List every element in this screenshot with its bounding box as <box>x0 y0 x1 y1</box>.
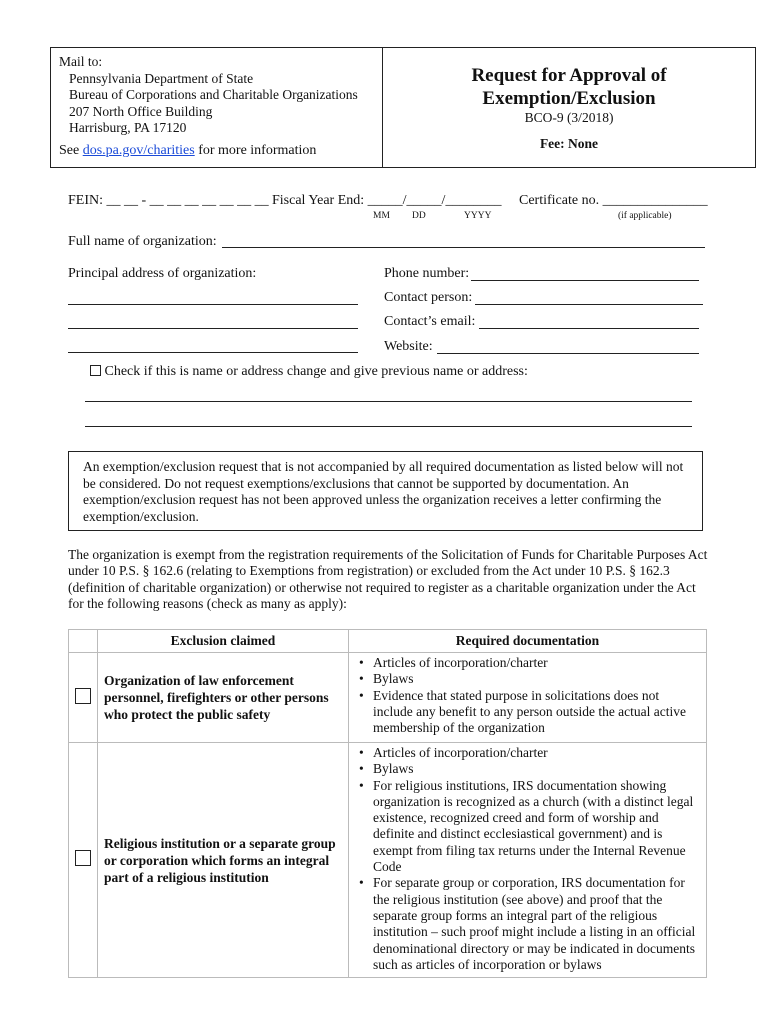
form-title <box>383 64 755 110</box>
fein-field[interactable]: FEIN: __ __ - __ __ __ __ __ __ __ <box>68 193 269 208</box>
law-enforcement-checkbox[interactable] <box>75 688 91 704</box>
full-name-label: Full name of organization: <box>68 234 217 249</box>
address-input-line-1[interactable] <box>68 304 358 305</box>
fiscal-year-end-field[interactable]: Fiscal Year End: _____/_____/________ <box>272 193 502 208</box>
previous-name-input-line-2[interactable] <box>85 426 692 427</box>
address-line: Harrisburg, PA 17120 <box>69 120 187 135</box>
see-suffix: for more information <box>194 142 317 158</box>
table-row <box>69 653 707 743</box>
list-item: • Evidence that stated purpose in solicitations does not include any benefit to any person outside the actual active membership of the organization <box>355 688 700 737</box>
see-prefix: See <box>59 142 83 158</box>
exclusion-claimed-cell: Organization of law enforcement personnel, firefighters or other persons who protect the public safety <box>98 653 349 743</box>
exclusion-claimed-cell: Religious institution or a separate group or corporation which forms an integral part of a religious institution <box>98 743 349 978</box>
documentation-list <box>355 745 700 973</box>
list-item: • Articles of incorporation/charter <box>355 655 700 671</box>
required-documentation-cell <box>349 653 707 743</box>
more-info-line <box>59 143 382 160</box>
documentation-notice: An exemption/exclusion request that is not accompanied by all required documentation as listed below will not be considered. Do not request exemptions/exclusions that cannot be supported by documentation. An exemption/exclusion request has not been approved unless the organization receives a letter confirming the exemption/exclusion. <box>68 451 703 531</box>
form-title-block <box>383 48 755 167</box>
address-line: Pennsylvania Department of State <box>69 70 254 86</box>
name-change-label: Check if this is name or address change and give previous name or address: <box>104 364 528 379</box>
phone-input-line[interactable] <box>471 280 699 281</box>
contact-email-label: Contact’s email: <box>384 314 476 329</box>
year-hint: YYYY <box>464 211 492 221</box>
religious-institution-checkbox[interactable] <box>75 850 91 866</box>
list-item: • For religious institutions, IRS documentation showing organization is recognized as a church (with a distinct legal existence, recognized creed and form of worship and definite and distinct ecclesiastical government) and is exempt from filing tax returns under the Internal Revenue Code <box>355 778 700 876</box>
required-documentation-cell <box>349 743 707 978</box>
charities-link[interactable]: dos.pa.gov/charities <box>82 142 195 158</box>
checkbox-column-header <box>69 630 98 653</box>
if-applicable-hint: (if applicable) <box>618 211 672 221</box>
contact-email-input-line[interactable] <box>479 328 699 329</box>
checkbox-cell <box>69 743 98 978</box>
form-title-line-1: Request for Approval of <box>471 65 667 86</box>
principal-address-label: Principal address of organization: <box>68 266 257 281</box>
contact-person-input-line[interactable] <box>475 304 703 305</box>
table-header-row <box>69 630 707 653</box>
website-input-line[interactable] <box>437 353 699 354</box>
checkbox-cell <box>69 653 98 743</box>
exclusion-table <box>68 629 707 978</box>
header-box <box>50 47 756 168</box>
fee-label: Fee: None <box>539 136 599 151</box>
list-item: • Bylaws <box>355 671 700 687</box>
mail-to-label: Mail to: <box>59 54 103 69</box>
full-name-input-line[interactable] <box>222 247 705 248</box>
phone-label: Phone number: <box>384 266 470 281</box>
mailing-address-block <box>51 48 383 167</box>
documentation-list <box>355 655 700 736</box>
intro-paragraph: The organization is exempt from the registration requirements of the Solicitation of Funds for Charitable Purposes Act under 10 P.S. § 162.6 (relating to Exemptions from registration) or excluded from the Act under 10 P.S. § 162.3 (definition of charitable organization) or otherwise not required to register as a charitable organization under the Act for the following reasons (check as many as apply): <box>68 547 708 611</box>
address-input-line-3[interactable] <box>68 352 358 353</box>
day-hint: DD <box>412 211 426 221</box>
list-item: • Articles of incorporation/charter <box>355 745 700 761</box>
previous-name-input-line-1[interactable] <box>85 401 692 402</box>
required-documentation-header: Required documentation <box>349 630 707 653</box>
month-hint: MM <box>373 211 390 221</box>
address-line: 207 North Office Building <box>69 103 213 119</box>
form-title-line-2: Exemption/Exclusion <box>482 88 656 109</box>
name-change-row <box>90 364 528 380</box>
contact-person-label: Contact person: <box>384 290 473 305</box>
address-line: Bureau of Corporations and Charitable Organizations <box>69 87 358 102</box>
name-change-checkbox[interactable] <box>90 365 101 376</box>
list-item: • For separate group or corporation, IRS documentation for the religious institution (see above) and proof that the separate group forms an integral part of the religious institution – such proof might include a listing in an official denominational directory or may be indicated in documents such as articles of incorporation or bylaws <box>355 875 700 973</box>
table-row <box>69 743 707 978</box>
address-input-line-2[interactable] <box>68 328 358 329</box>
list-item: • Bylaws <box>355 761 700 777</box>
exclusion-claimed-header: Exclusion claimed <box>98 630 349 653</box>
form-code: BCO-9 (3/2018) <box>524 110 614 125</box>
website-label: Website: <box>384 339 433 354</box>
certificate-field[interactable]: Certificate no. _______________ <box>519 193 708 208</box>
